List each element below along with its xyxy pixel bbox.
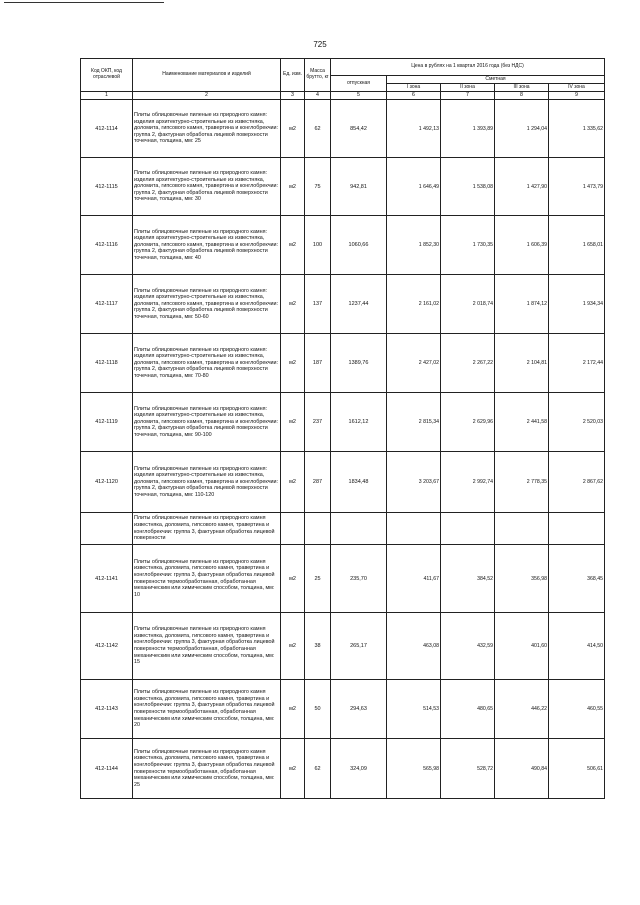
table-row — [81, 739, 605, 799]
cell-name: Плиты облицовочные пиленые из природного камня: изделия архитектурно-строительные из известняка, доломита, гипсового камня, травертина и конглобрекчии: группа 2, фактурная обработка лицевой поверхности точечная, толщина, мм: 90-100 — [133, 393, 281, 452]
cell-price: 854,42 — [331, 100, 387, 158]
column-number: 5 — [331, 92, 387, 100]
cell-price: 1060,66 — [331, 216, 387, 275]
cell-zone-4: 2 520,03 — [549, 393, 605, 452]
page-number: 725 — [313, 40, 327, 49]
cell-price: 1612,12 — [331, 393, 387, 452]
header-zone-2: II зона — [441, 84, 495, 92]
table-row — [81, 393, 605, 452]
cell-price — [331, 513, 387, 545]
cell-unit: м2 — [281, 100, 305, 158]
cell-zone-4: 2 172,44 — [549, 334, 605, 393]
cell-price: 235,70 — [331, 545, 387, 613]
cell-mass: 62 — [305, 100, 331, 158]
cell-zone-2: 384,52 — [441, 545, 495, 613]
cell-zone-4: 1 473,79 — [549, 158, 605, 216]
table-row — [81, 613, 605, 680]
cell-zone-3: 1 874,12 — [495, 275, 549, 334]
cell-mass: 287 — [305, 452, 331, 513]
cell-zone-2: 1 730,35 — [441, 216, 495, 275]
header-code: Код ОКП, код отраслевой — [81, 59, 133, 92]
table-row — [81, 545, 605, 613]
table-row — [81, 100, 605, 158]
cell-code: 412-1119 — [81, 393, 133, 452]
cell-name: Плиты облицовочные пиленые из природного камня: изделия архитектурно-строительные из известняка, доломита, гипсового камня, травертина и конглобрекчии: группа 2, фактурная обработка лицевой поверхности точечная, толщина, мм: 70-80 — [133, 334, 281, 393]
cell-zone-1: 463,08 — [387, 613, 441, 680]
cell-zone-3: 2 441,58 — [495, 393, 549, 452]
cell-zone-3 — [495, 513, 549, 545]
table-row — [81, 158, 605, 216]
cell-unit: м2 — [281, 545, 305, 613]
cell-code: 412-1116 — [81, 216, 133, 275]
cell-code: 412-1118 — [81, 334, 133, 393]
cell-zone-4 — [549, 513, 605, 545]
cell-name: Плиты облицовочные пиленые из природного камня известняка, доломита, гипсового камня, травертина и конглобрекчии: группа 3, фактурная обработка лицевой поверхности термообработанная, обработанная механическим или химическим способом, толщина, мм: 10 — [133, 545, 281, 613]
table-row — [81, 334, 605, 393]
cell-mass: 187 — [305, 334, 331, 393]
cell-zone-3: 446,22 — [495, 680, 549, 739]
column-number: 8 — [495, 92, 549, 100]
cell-zone-3: 490,84 — [495, 739, 549, 799]
cell-price: 265,17 — [331, 613, 387, 680]
column-numbers-row — [81, 92, 605, 100]
cell-unit: м2 — [281, 334, 305, 393]
cell-code: 412-1144 — [81, 739, 133, 799]
cell-zone-1: 3 203,67 — [387, 452, 441, 513]
cell-zone-1: 514,53 — [387, 680, 441, 739]
column-number: 3 — [281, 92, 305, 100]
cell-zone-2: 2 992,74 — [441, 452, 495, 513]
cell-zone-1: 2 161,02 — [387, 275, 441, 334]
cell-zone-2: 1 538,08 — [441, 158, 495, 216]
cell-unit: м2 — [281, 680, 305, 739]
table-row — [81, 275, 605, 334]
cell-zone-4: 506,61 — [549, 739, 605, 799]
cell-name: Плиты облицовочные пиленые из природного камня известняка, доломита, гипсового камня, травертина и конглобрекчии: группа 3, фактурная обработка лицевой поверхности — [133, 513, 281, 545]
cell-zone-1: 2 815,34 — [387, 393, 441, 452]
table-row-subheading — [81, 513, 605, 545]
cell-code: 412-1141 — [81, 545, 133, 613]
cell-zone-1: 1 492,13 — [387, 100, 441, 158]
cell-zone-2: 432,59 — [441, 613, 495, 680]
cell-zone-3: 1 294,04 — [495, 100, 549, 158]
header-unit: Ед. изм. — [281, 59, 305, 92]
cell-mass — [305, 513, 331, 545]
cell-zone-1: 1 852,30 — [387, 216, 441, 275]
cell-unit: м2 — [281, 216, 305, 275]
header-zone-4: IV зона — [549, 84, 605, 92]
cell-mass: 100 — [305, 216, 331, 275]
cell-code — [81, 513, 133, 545]
cell-name: Плиты облицовочные пиленые из природного камня известняка, доломита, гипсового камня, травертина и конглобрекчии: группа 3, фактурная обработка лицевой поверхности термообработанная, обработанная механическим или химическим способом, толщина, мм: 25 — [133, 739, 281, 799]
cell-name: Плиты облицовочные пиленые из природного камня известняка, доломита, гипсового камня, травертина и конглобрекчии: группа 3, фактурная обработка лицевой поверхности термообработанная, обработанная механическим или химическим способом, толщина, мм: 15 — [133, 613, 281, 680]
cell-zone-4: 460,55 — [549, 680, 605, 739]
header-estimate: Сметная — [387, 76, 605, 84]
cell-zone-4: 368,45 — [549, 545, 605, 613]
cell-zone-2: 2 267,22 — [441, 334, 495, 393]
cell-code: 412-1142 — [81, 613, 133, 680]
cell-zone-3: 356,98 — [495, 545, 549, 613]
cell-price: 1389,76 — [331, 334, 387, 393]
cell-zone-1: 565,98 — [387, 739, 441, 799]
table-row — [81, 680, 605, 739]
cell-unit: м2 — [281, 275, 305, 334]
header-zone-1: I зона — [387, 84, 441, 92]
price-table — [80, 58, 605, 799]
cell-zone-4: 414,50 — [549, 613, 605, 680]
cell-code: 412-1120 — [81, 452, 133, 513]
top-rule — [4, 2, 164, 3]
cell-zone-1: 411,67 — [387, 545, 441, 613]
cell-name: Плиты облицовочные пиленые из природного камня: изделия архитектурно-строительные из известняка, доломита, гипсового камня, травертина и конглобрекчии: группа 2, фактурная обработка лицевой поверхности точечная, толщина, мм: 50-60 — [133, 275, 281, 334]
cell-zone-3: 1 427,90 — [495, 158, 549, 216]
header-price-group: Цена в рублях на 1 квартал 2016 года (без НДС) — [331, 59, 605, 76]
table-row — [81, 452, 605, 513]
cell-zone-1: 2 427,02 — [387, 334, 441, 393]
cell-name: Плиты облицовочные пиленые из природного камня: изделия архитектурно-строительные из известняка, доломита, гипсового камня, травертина и конглобрекчии: группа 2, фактурная обработка лицевой поверхности точечная, толщина, мм: 30 — [133, 158, 281, 216]
cell-price: 1237,44 — [331, 275, 387, 334]
column-number: 7 — [441, 92, 495, 100]
cell-price: 942,81 — [331, 158, 387, 216]
cell-mass: 38 — [305, 613, 331, 680]
cell-mass: 237 — [305, 393, 331, 452]
table-row — [81, 216, 605, 275]
cell-zone-1: 1 646,49 — [387, 158, 441, 216]
cell-zone-2: 2 629,96 — [441, 393, 495, 452]
cell-price: 324,09 — [331, 739, 387, 799]
cell-zone-4: 1 335,62 — [549, 100, 605, 158]
header-mass: Масса брутто, кг — [305, 59, 331, 92]
column-number: 1 — [81, 92, 133, 100]
cell-zone-4: 2 867,62 — [549, 452, 605, 513]
cell-mass: 137 — [305, 275, 331, 334]
cell-price: 294,63 — [331, 680, 387, 739]
cell-zone-4: 1 658,01 — [549, 216, 605, 275]
cell-zone-2: 480,65 — [441, 680, 495, 739]
column-number: 6 — [387, 92, 441, 100]
cell-unit — [281, 513, 305, 545]
cell-zone-3: 2 104,81 — [495, 334, 549, 393]
cell-zone-2: 2 018,74 — [441, 275, 495, 334]
cell-unit: м2 — [281, 452, 305, 513]
cell-unit: м2 — [281, 393, 305, 452]
cell-mass: 62 — [305, 739, 331, 799]
cell-unit: м2 — [281, 158, 305, 216]
cell-mass: 50 — [305, 680, 331, 739]
cell-name: Плиты облицовочные пиленые из природного камня: изделия архитектурно-строительные из известняка, доломита, гипсового камня, травертина и конглобрекчии: группа 2, фактурная обработка лицевой поверхности точечная, толщина, мм: 25 — [133, 100, 281, 158]
cell-zone-3: 2 778,35 — [495, 452, 549, 513]
cell-zone-4: 1 934,34 — [549, 275, 605, 334]
cell-price: 1834,48 — [331, 452, 387, 513]
cell-unit: м2 — [281, 739, 305, 799]
cell-name: Плиты облицовочные пиленые из природного камня: изделия архитектурно-строительные из известняка, доломита, гипсового камня, травертина и конглобрекчии: группа 2, фактурная обработка лицевой поверхности точечная, толщина, мм: 110-120 — [133, 452, 281, 513]
cell-zone-2 — [441, 513, 495, 545]
cell-code: 412-1117 — [81, 275, 133, 334]
cell-zone-3: 401,60 — [495, 613, 549, 680]
cell-code: 412-1114 — [81, 100, 133, 158]
cell-unit: м2 — [281, 613, 305, 680]
cell-mass: 25 — [305, 545, 331, 613]
cell-zone-2: 1 393,89 — [441, 100, 495, 158]
cell-name: Плиты облицовочные пиленые из природного камня известняка, доломита, гипсового камня, травертина и конглобрекчии: группа 3, фактурная обработка лицевой поверхности термообработанная, обработанная механическим или химическим способом, толщина, мм: 20 — [133, 680, 281, 739]
cell-code: 412-1115 — [81, 158, 133, 216]
cell-zone-2: 528,72 — [441, 739, 495, 799]
cell-mass: 75 — [305, 158, 331, 216]
header-name: Наименование материалов и изделий — [133, 59, 281, 92]
cell-zone-3: 1 606,39 — [495, 216, 549, 275]
cell-zone-1 — [387, 513, 441, 545]
cell-code: 412-1143 — [81, 680, 133, 739]
column-number: 9 — [549, 92, 605, 100]
column-number: 4 — [305, 92, 331, 100]
column-number: 2 — [133, 92, 281, 100]
header-release: отпускная — [331, 76, 387, 92]
cell-name: Плиты облицовочные пиленые из природного камня: изделия архитектурно-строительные из известняка, доломита, гипсового камня, травертина и конглобрекчии: группа 2, фактурная обработка лицевой поверхности точечная, толщина, мм: 40 — [133, 216, 281, 275]
header-zone-3: III зона — [495, 84, 549, 92]
